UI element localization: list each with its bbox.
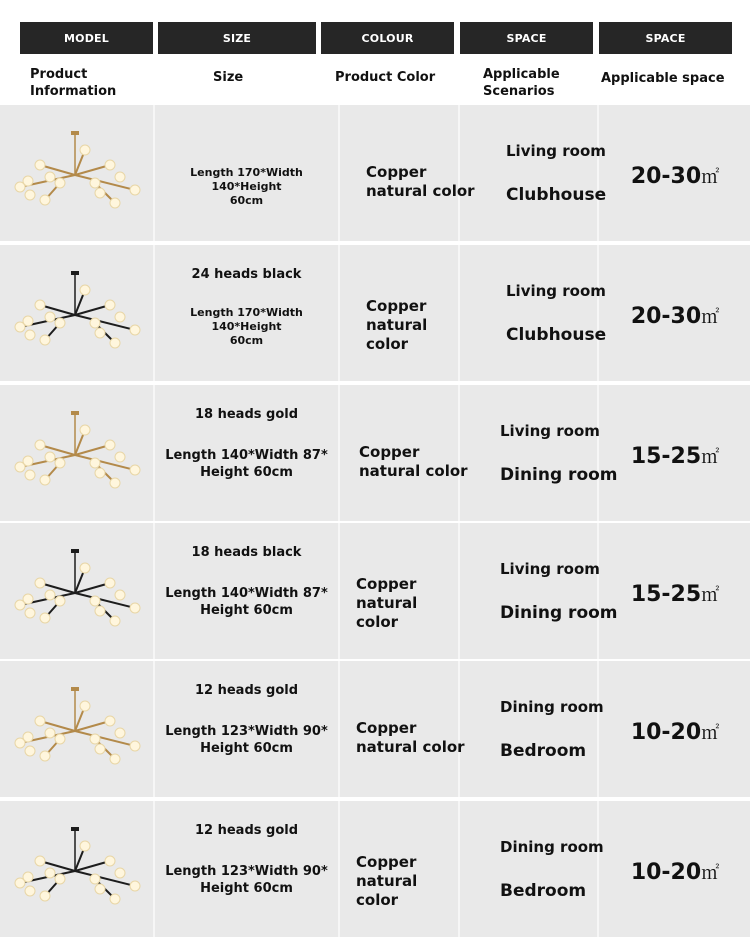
model-label: 12 heads gold xyxy=(194,823,299,838)
column-divider xyxy=(338,661,340,797)
tab-colour[interactable]: COLOUR xyxy=(321,22,454,54)
column-divider xyxy=(597,105,599,241)
area-value: 20-30 xyxy=(630,164,702,189)
column-divider xyxy=(597,801,599,937)
product-color-text xyxy=(359,443,468,481)
column-divider xyxy=(338,105,340,241)
column-divider xyxy=(338,801,340,937)
model-label: 18 heads black xyxy=(191,545,302,560)
color-line: color xyxy=(356,613,399,631)
header-product-line2: Information xyxy=(30,84,117,99)
column-divider xyxy=(338,523,340,659)
size-line: Height 60cm xyxy=(200,881,293,896)
applicable-area xyxy=(600,303,750,329)
column-divider xyxy=(597,661,599,797)
color-line: natural color xyxy=(356,738,465,756)
chandelier-image xyxy=(0,661,150,796)
area-value: 20-30 xyxy=(630,304,702,329)
column-divider xyxy=(597,245,599,381)
size-text xyxy=(155,585,338,619)
area-value: 10-20 xyxy=(630,860,702,885)
scenario-label: Living room xyxy=(500,422,600,440)
size-line: Height 60cm xyxy=(200,603,293,618)
table-row xyxy=(0,661,750,797)
scenario-label: Dining room xyxy=(500,838,604,856)
header-size: Size xyxy=(213,70,244,85)
size-line: Length 170*Width 140*Height xyxy=(190,166,303,193)
applicable-area xyxy=(600,443,750,469)
column-divider xyxy=(458,245,460,381)
header-scenarios-line1: Applicable xyxy=(483,67,560,82)
size-text xyxy=(155,447,338,481)
area-unit: ㎡ xyxy=(701,585,720,606)
scenario-label: Living room xyxy=(506,282,606,300)
applicable-area xyxy=(600,163,750,189)
chandelier-image xyxy=(0,385,150,520)
area-unit: ㎡ xyxy=(701,307,720,328)
model-label: 24 heads black xyxy=(191,267,302,282)
product-color-text xyxy=(356,853,417,910)
applicable-area xyxy=(600,581,750,607)
color-line: natural xyxy=(356,594,418,612)
size-text xyxy=(155,863,338,897)
size-line: Length 140*Width 87* xyxy=(165,448,328,463)
chandelier-image xyxy=(0,523,150,658)
size-line: Height 60cm xyxy=(200,465,293,480)
chandelier-image xyxy=(0,245,150,380)
size-line: Length 123*Width 90* xyxy=(165,864,328,879)
size-line: 60cm xyxy=(229,194,264,207)
scenario-label: Dining room xyxy=(500,465,618,485)
product-color-text xyxy=(356,719,465,757)
model-label: 12 heads gold xyxy=(194,683,299,698)
color-line: natural color xyxy=(366,182,475,200)
size-line: Length 123*Width 90* xyxy=(165,724,328,739)
color-line: Copper xyxy=(356,853,417,871)
color-line: Copper xyxy=(356,575,417,593)
scenario-label: Bedroom xyxy=(500,741,587,761)
column-divider xyxy=(338,385,340,521)
applicable-area xyxy=(600,859,750,885)
scenario-label: Living room xyxy=(506,142,606,160)
table-row xyxy=(0,105,750,241)
color-line: natural color xyxy=(359,462,468,480)
size-text xyxy=(155,166,338,208)
scenario-label: Living room xyxy=(500,560,600,578)
color-line: Copper xyxy=(356,719,417,737)
table-row xyxy=(0,801,750,937)
color-line: Copper xyxy=(366,163,427,181)
column-divider xyxy=(338,245,340,381)
color-line: Copper xyxy=(359,443,420,461)
scenario-label: Clubhouse xyxy=(506,185,607,205)
area-unit: ㎡ xyxy=(701,447,720,468)
size-line: Length 140*Width 87* xyxy=(165,586,328,601)
header-product-color: Product Color xyxy=(335,70,436,85)
size-line: 60cm xyxy=(229,334,264,347)
header-applicable-space: Applicable space xyxy=(601,71,725,86)
tab-space[interactable]: SPACE xyxy=(460,22,593,54)
column-divider xyxy=(458,523,460,659)
product-color-text xyxy=(356,575,417,632)
size-line: Height 60cm xyxy=(200,741,293,756)
tab-space-2[interactable]: SPACE xyxy=(599,22,732,54)
table-row xyxy=(0,523,750,659)
model-label: 18 heads gold xyxy=(194,407,299,422)
scenario-label: Bedroom xyxy=(500,881,587,901)
column-divider xyxy=(458,801,460,937)
area-value: 15-25 xyxy=(630,444,702,469)
product-table xyxy=(0,105,750,945)
tab-bar xyxy=(0,0,750,60)
table-row xyxy=(0,385,750,521)
size-text xyxy=(155,306,338,348)
applicable-area xyxy=(600,719,750,745)
color-line: Copper xyxy=(366,297,427,315)
area-value: 15-25 xyxy=(630,582,702,607)
scenario-label: Clubhouse xyxy=(506,325,607,345)
color-line: natural xyxy=(356,872,418,890)
area-unit: ㎡ xyxy=(701,863,720,884)
color-line: natural xyxy=(366,316,428,334)
header-scenarios-line2: Scenarios xyxy=(483,84,555,99)
color-line: color xyxy=(366,335,409,353)
chandelier-image xyxy=(0,801,150,936)
product-color-text xyxy=(366,297,427,354)
size-line: Length 170*Width 140*Height xyxy=(190,306,303,333)
header-product-line1: Product xyxy=(30,67,88,82)
chandelier-image xyxy=(0,105,150,240)
column-divider xyxy=(597,385,599,521)
size-text xyxy=(155,723,338,757)
area-unit: ㎡ xyxy=(701,167,720,188)
column-divider xyxy=(597,523,599,659)
tab-size[interactable]: SIZE xyxy=(158,22,316,54)
color-line: color xyxy=(356,891,399,909)
table-row xyxy=(0,245,750,381)
area-unit: ㎡ xyxy=(701,723,720,744)
scenario-label: Dining room xyxy=(500,603,618,623)
area-value: 10-20 xyxy=(630,720,702,745)
product-color-text xyxy=(366,163,475,201)
scenario-label: Dining room xyxy=(500,698,604,716)
tab-model[interactable]: MODEL xyxy=(20,22,153,54)
